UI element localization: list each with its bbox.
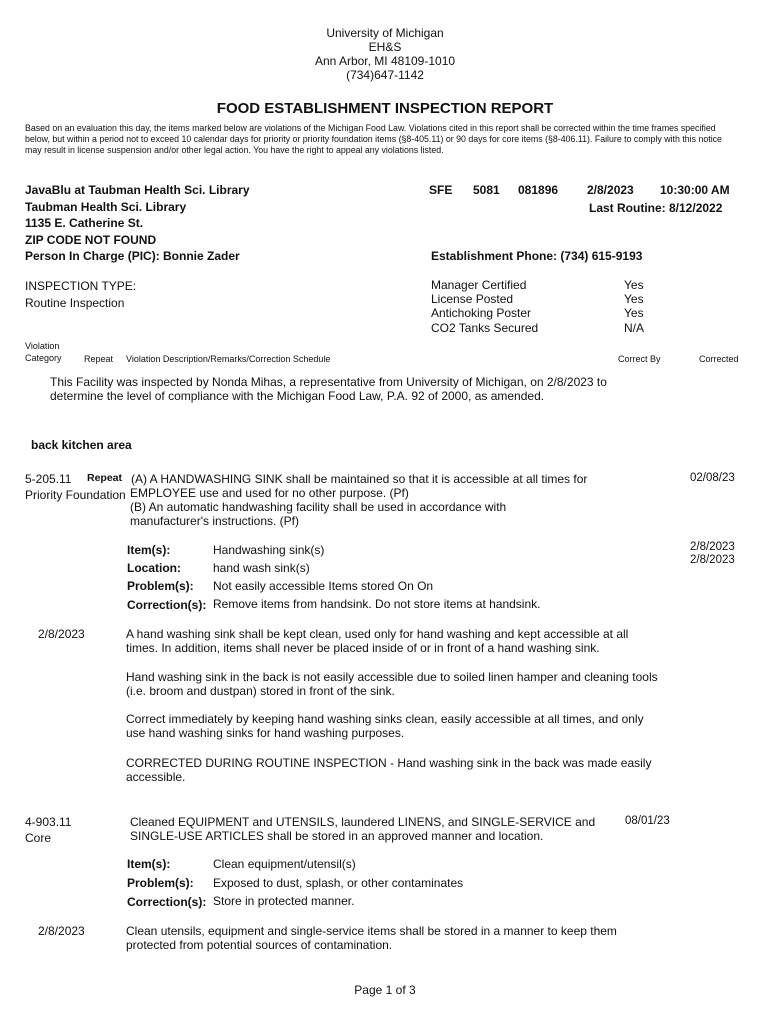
establishment-phone: Establishment Phone: (734) 615-9193 (431, 249, 643, 263)
last-routine: Last Routine: 8/12/2022 (589, 201, 723, 215)
correct-by-date: 08/01/23 (625, 815, 670, 827)
license-number: 081896 (518, 183, 559, 197)
violation-description: (B) An automatic handwashing facility shall be used in accordance with manufacturer's instructions. (Pf) (130, 500, 507, 528)
item-label: Item(s): (127, 857, 171, 871)
check-label: Manager Certified (431, 278, 527, 292)
correction-label: Correction(s): (127, 598, 207, 612)
check-value: N/A (624, 321, 645, 335)
check-value: Yes (624, 306, 644, 320)
sfe-label: SFE (429, 183, 453, 197)
org-address: Ann Arbor, MI 48109-1010 (314, 54, 456, 68)
intro-text: Based on an evaluation this day, the items marked below are violations of the Michigan Food Law. Violations cited in this report shall be corrected within the time frames specified below, but within a period not to exceed 10 calendar days for priority or priority foundation items (§8-405.11) or 90 days for core items (§8-406.11). Failure to comply with this notice may result in license suspension and/or other legal action. You have the right to appeal any violations listed. (25, 123, 722, 155)
inspection-summary: This Facility was inspected by Nonda Mihas, a representative from University of Michigan, on 2/8/2023 to determine the level of compliance with the Michigan Food Law, P.A. 92 of 2000, as amended. (50, 375, 607, 403)
dept-name: EH&S (368, 40, 402, 54)
note-paragraph: A hand washing sink shall be kept clean, used only for hand washing and kept accessible at all times. In addition, items shall never be placed inside of or in front of a hand washing sink. (126, 627, 629, 655)
item-value: Clean equipment/utensil(s) (213, 857, 356, 871)
org-name: University of Michigan (326, 26, 444, 40)
column-correct-by: Correct By (618, 354, 661, 364)
page-number: Page 1 of 3 (354, 983, 416, 997)
correction-value: Remove items from handsink. Do not store items at handsink. (213, 597, 541, 611)
inspection-type-label: INSPECTION TYPE: (25, 279, 137, 293)
column-category: Category (25, 353, 62, 363)
establishment-address: 1135 E. Catherine St. (25, 216, 144, 230)
establishment-zip: ZIP CODE NOT FOUND (25, 233, 157, 247)
correction-label: Correction(s): (127, 895, 207, 909)
column-repeat: Repeat (84, 354, 114, 364)
violation-description: (A) A HANDWASHING SINK shall be maintained so that it is accessible at all times for (131, 472, 588, 486)
note-paragraph: Hand washing sink in the back is not easily accessible due to soiled linen hamper and cleaning tools (i.e. broom and dustpan) stored in front of the sink. (126, 670, 658, 698)
inspection-date: 2/8/2023 (587, 183, 634, 197)
problem-value: Exposed to dust, splash, or other contaminates (213, 876, 464, 890)
inspection-type-value: Routine Inspection (25, 296, 125, 310)
problem-label: Problem(s): (127, 876, 194, 890)
establishment-number: 5081 (473, 183, 500, 197)
page-title: FOOD ESTABLISHMENT INSPECTION REPORT (216, 100, 554, 117)
note-paragraph: Clean utensils, equipment and single-service items shall be stored in a manner to keep them protected from potential sources of contamination. (126, 924, 617, 952)
note-date: 2/8/2023 (38, 627, 85, 641)
problem-value: Not easily accessible Items stored On On (213, 579, 434, 593)
note-paragraph: CORRECTED DURING ROUTINE INSPECTION - Hand washing sink in the back was made easily accessible. (126, 756, 652, 784)
violation-category: Core (25, 831, 52, 845)
check-label: License Posted (431, 292, 514, 306)
item-date: 2/8/2023 (690, 554, 735, 566)
check-value: Yes (624, 278, 644, 292)
violation-code: 5-205.11 (25, 472, 72, 486)
column-violation: Violation (25, 341, 60, 351)
note-paragraph: Correct immediately by keeping hand washing sinks clean, easily accessible at all times, and only use hand washing sinks for hand washing purposes. (126, 712, 644, 740)
item-value: Handwashing sink(s) (213, 543, 325, 557)
violation-code: 4-903.11 (25, 815, 72, 829)
correction-value: Store in protected manner. (213, 894, 355, 908)
problem-label: Problem(s): (127, 579, 194, 593)
item-label: Item(s): (127, 543, 171, 557)
person-in-charge: Person In Charge (PIC): Bonnie Zader (25, 249, 240, 263)
location-label: Location: (127, 561, 181, 575)
org-phone: (734)647-1142 (346, 68, 424, 82)
column-description: Violation Description/Remarks/Correction Schedule (126, 354, 331, 364)
violation-category: Priority Foundation (25, 488, 126, 502)
check-value: Yes (624, 292, 644, 306)
establishment-building: Taubman Health Sci. Library (25, 200, 187, 214)
violation-description: Cleaned EQUIPMENT and UTENSILS, laundered LINENS, and SINGLE-SERVICE and SINGLE-USE ARTICLES shall be stored in an approved manner and location. (130, 815, 596, 843)
location-value: hand wash sink(s) (213, 561, 310, 575)
violation-description: EMPLOYEE use and used for no other purpose. (Pf) (130, 486, 409, 500)
column-corrected: Corrected (699, 354, 739, 364)
corrected-date: 02/08/23 (690, 472, 735, 484)
note-date: 2/8/2023 (38, 924, 85, 938)
repeat-flag: Repeat (87, 472, 123, 484)
check-label: CO2 Tanks Secured (431, 321, 539, 335)
check-label: Antichoking Poster (431, 306, 532, 320)
establishment-name: JavaBlu at Taubman Health Sci. Library (25, 183, 250, 197)
inspection-time: 10:30:00 AM (660, 183, 730, 197)
item-date: 2/8/2023 (690, 541, 735, 553)
area-heading: back kitchen area (31, 438, 132, 452)
